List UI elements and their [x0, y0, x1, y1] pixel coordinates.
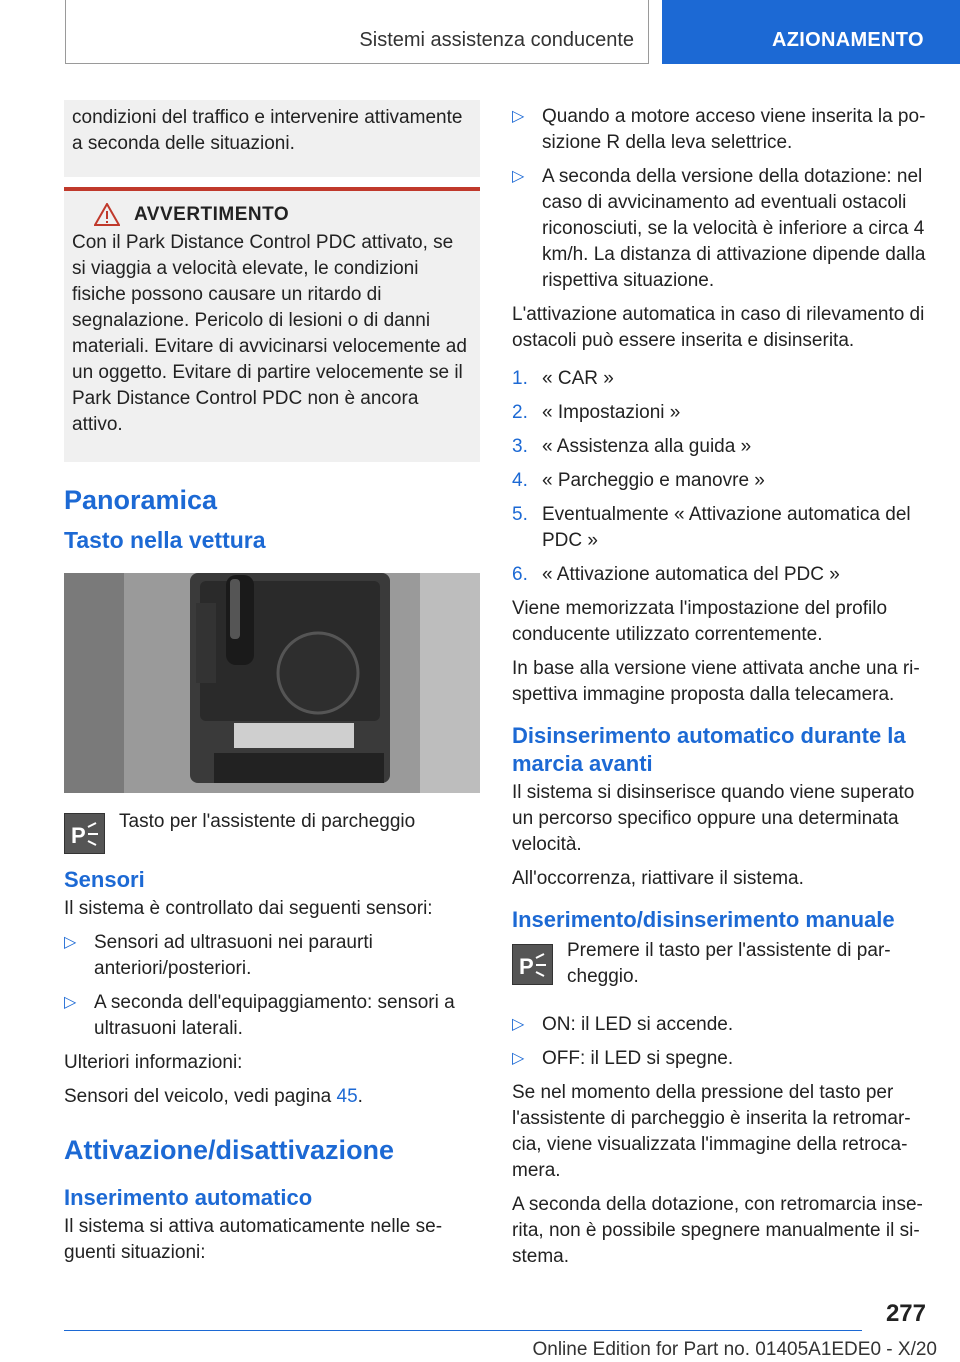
reference-text: Sensori del veicolo, vedi pagina: [64, 1086, 337, 1107]
heading-button: Tasto nella vettura: [64, 527, 266, 553]
right-column: [512, 104, 926, 1278]
step-number: 3.: [512, 436, 528, 457]
left-column: [64, 100, 480, 1274]
park-assist-icon: [64, 813, 105, 854]
heading-overview: Panoramica: [64, 485, 218, 515]
list-item: [64, 930, 480, 982]
triangle-bullet-icon: ▷: [64, 934, 77, 951]
list-item-text: A seconda della versione della dotazione: nel caso di avvicinamento ad eventuali ostacoli riconosciuti, se la velocità è inferiore a circa 4 km/h. La distanza di attivazione dipende dalla rispettiva situazione.: [542, 166, 926, 291]
triangle-bullet-icon: ▷: [64, 994, 77, 1011]
step-number: 1.: [512, 368, 528, 389]
triangle-bullet-icon: ▷: [512, 108, 525, 125]
press-instruction: [512, 942, 926, 998]
step-text: « Impostazioni »: [542, 402, 681, 423]
reference-end: .: [357, 1086, 363, 1107]
steps-list: [512, 366, 926, 588]
heading-auto-off: Disinserimento automatico durante la marcia avanti: [512, 723, 906, 776]
console-photo: [64, 573, 480, 793]
console-illustration: [64, 573, 480, 793]
list-item-text: A seconda dell'equipaggiamento: sensori a ultrasuoni laterali.: [94, 992, 455, 1039]
list-item: [512, 104, 926, 156]
step-text: « Assistenza alla guida »: [542, 436, 752, 457]
auto-off-text: Il sistema si disinserisce quando viene superato un percorso specifico oppure una determinata velocità.: [512, 782, 915, 855]
edition-text: Online Edition for Part no. 01405A1EDE0 - X/20: [532, 1339, 937, 1360]
step-number: 4.: [512, 470, 528, 491]
list-item: [512, 164, 926, 294]
warning-triangle-icon: [94, 203, 120, 226]
header-chapter-tab: [662, 0, 960, 64]
list-item: [512, 1046, 926, 1072]
edition-line: [0, 1339, 960, 1361]
step-text: « Attivazione automatica del PDC »: [542, 564, 840, 585]
triangle-bullet-icon: ▷: [512, 168, 525, 185]
more-info: Ulteriori informazioni:: [64, 1052, 243, 1073]
continued-note: [64, 100, 480, 177]
caption-text: Tasto per l'assistente di parcheggio: [119, 811, 416, 832]
step-item: [512, 468, 926, 494]
list-item: [64, 990, 480, 1042]
park-assist-icon: [512, 944, 553, 985]
warning-box: [64, 187, 480, 462]
list-item-text: ON: il LED si accende.: [542, 1014, 734, 1035]
list-item-text: Sensori ad ultrasuoni nei paraurti anteriori/posteriori.: [94, 932, 373, 979]
sensors-list: [64, 930, 480, 1042]
heading-auto-on: Inserimento automatico: [64, 1185, 313, 1210]
heading-manual: Inserimento/disinserimento manuale: [512, 907, 895, 932]
warning-text: Con il Park Distance Control PDC attivato, se si viaggia a velocità elevate, le condizioni fisiche possono causare un ritardo di segnalazione. Pericolo di lesioni o di danni materiali. Evitare di avvicinarsi velocemente ad un oggetto. Evitare di partire velocemente se il Park Distance Control PDC non è ancora attivo.: [72, 232, 467, 435]
step-item: [512, 502, 926, 554]
list-item-text: OFF: il LED si spegne.: [542, 1048, 734, 1069]
step-number: 2.: [512, 402, 528, 423]
no-manual-off-text: A seconda della dotazione, con retromarcia inserita, non è possibile spegnere manualmente il sistema.: [512, 1194, 923, 1267]
warning-title-text: AVVERTIMENTO: [134, 203, 290, 225]
step-item: [512, 400, 926, 426]
camera-text: In base alla versione viene attivata anche una rispettiva immagine proposta dalla telecamera.: [512, 658, 920, 705]
step-text: « CAR »: [542, 368, 614, 389]
memorized-text: Viene memorizzata l'impostazione del profilo conducente utilizzato correntemente.: [512, 598, 888, 645]
continued-note-text: condizioni del traffico e intervenire attivamente a seconda delle situazioni.: [72, 107, 463, 154]
press-text: Premere il tasto per l'assistente di parcheggio.: [567, 940, 891, 987]
step-number: 5.: [512, 504, 528, 525]
svg-text:P: P: [70, 822, 86, 847]
reverse-text: Se nel momento della pressione del tasto per l'assistente di parcheggio è inserita la retromarcia, viene visualizzata l'immagine della retrocamera.: [512, 1082, 911, 1181]
step-item: [512, 562, 926, 588]
step-text: « Parcheggio e manovre »: [542, 470, 765, 491]
heading-activation: Attivazione/disattivazione: [64, 1135, 395, 1165]
led-states-list: [512, 1012, 926, 1072]
header-section-box: [65, 0, 649, 64]
auto-activation-text: L'attivazione automatica in caso di rilevamento di ostacoli può essere inserita e disinserita.: [512, 304, 925, 351]
page-reference: [64, 1084, 480, 1110]
auto-on-text: Il sistema si attiva automaticamente nelle seguenti situazioni:: [64, 1216, 443, 1263]
page-link[interactable]: 45: [336, 1086, 358, 1107]
header-chapter-title: AZIONAMENTO: [772, 29, 924, 51]
svg-text:P: P: [518, 953, 534, 978]
triangle-bullet-icon: ▷: [512, 1050, 525, 1067]
list-item-text: Quando a motore acceso viene inserita la posizione R della leva selettrice.: [542, 106, 926, 153]
step-number: 6.: [512, 564, 528, 585]
list-item: [512, 1012, 926, 1038]
triangle-bullet-icon: ▷: [512, 1016, 525, 1033]
auto-conditions-list: [512, 104, 926, 294]
step-text: Eventualmente « Attivazione automatica del PDC »: [542, 504, 911, 551]
heading-sensors: Sensori: [64, 867, 145, 892]
reactivate-text: All'occorrenza, riattivare il sistema.: [512, 868, 804, 889]
button-caption: [64, 811, 480, 854]
footer-rule: [64, 1330, 862, 1331]
header-section-title: Sistemi assistenza conducente: [359, 29, 634, 51]
page-number: 277: [885, 1300, 926, 1327]
sensors-intro: Il sistema è controllato dai seguenti sensori:: [64, 898, 433, 919]
step-item: [512, 434, 926, 460]
warning-title: [72, 203, 472, 226]
step-item: [512, 366, 926, 392]
